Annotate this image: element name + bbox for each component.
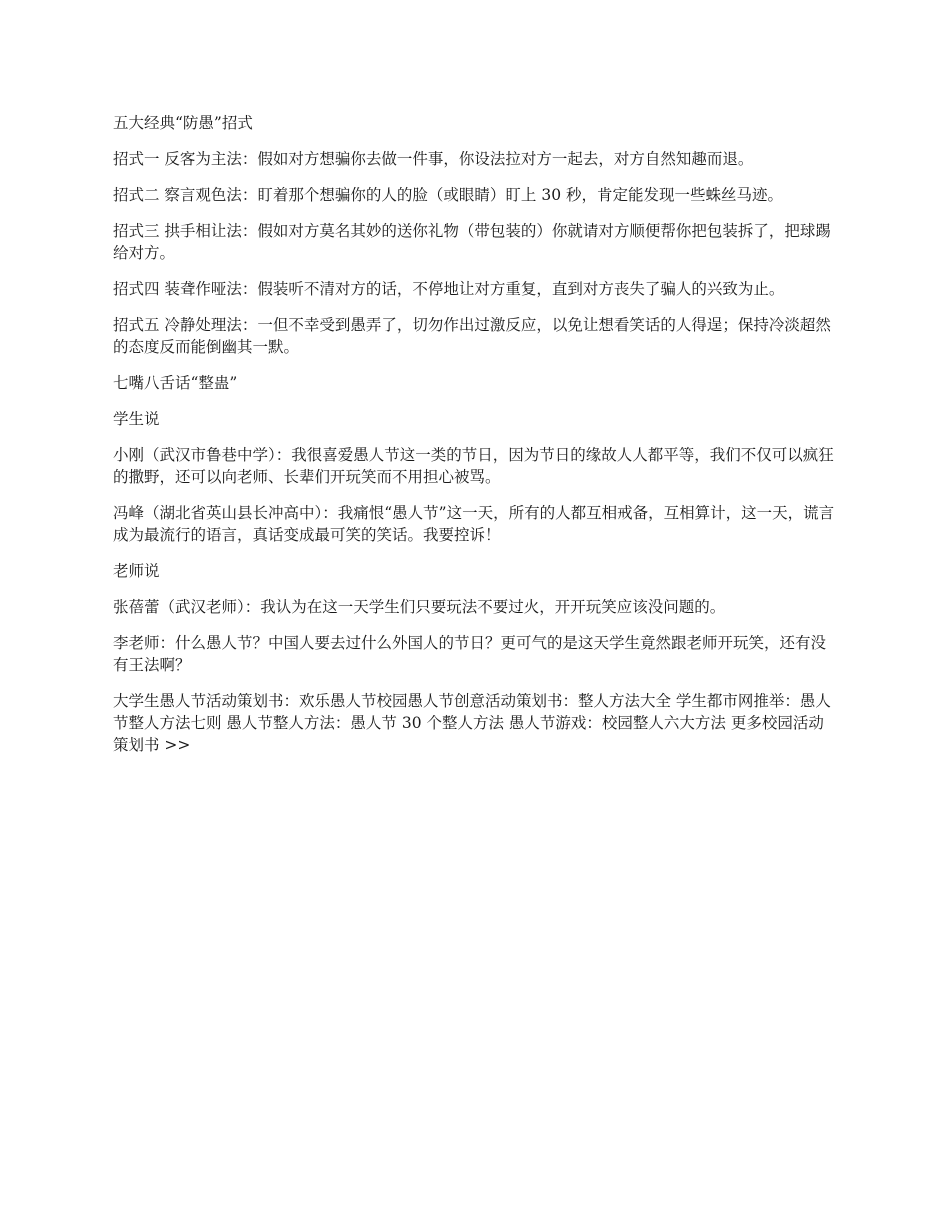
- tip-paragraph-1: 招式一 反客为主法：假如对方想骗你去做一件事，你设法拉对方一起去，对方自然知趣而退。: [113, 150, 754, 168]
- tip-paragraph-4: 招式四 装聋作哑法：假装听不清对方的话，不停地让对方重复，直到对方丧失了骗人的兴致为止。: [113, 280, 785, 298]
- student-quote-1: 小刚（武汉市鲁巷中学）：我很喜爱愚人节这一类的节日，因为节日的缘故人人都平等，我们不仅可以疯狂的撒野，还可以向老师、长辈们开玩笑而不用担心被骂。: [113, 446, 834, 486]
- tip-paragraph-5: 招式五 冷静处理法：一但不幸受到愚弄了，切勿作出过激反应，以免让想看笑话的人得逞；保持冷淡超然的态度反而能倒幽其一默。: [113, 316, 831, 356]
- subheading-students: 学生说: [113, 410, 160, 428]
- related-links-paragraph: 大学生愚人节活动策划书：欢乐愚人节校园愚人节创意活动策划书：整人方法大全 学生都市网推举：愚人节整人方法七则 愚人节整人方法：愚人节 30 个整人方法 愚人节游戏：校园整人六大方法 更多校园活动策划书 >>: [113, 692, 831, 754]
- student-quote-2: 冯峰（湖北省英山县长冲高中）：我痛恨“愚人节”这一天，所有的人都互相戒备，互相算计，这一天，谎言成为最流行的语言，真话变成最可笑的笑话。我要控诉！: [113, 504, 835, 544]
- teacher-quote-2: 李老师：什么愚人节？中国人要去过什么外国人的节日？更可气的是这天学生竟然跟老师开玩笑，还有没有王法啊？: [113, 634, 827, 674]
- teacher-quote-1: 张蓓蕾（武汉老师）：我认为在这一天学生们只要玩法不要过火，开开玩笑应该没问题的。: [113, 598, 726, 616]
- tip-paragraph-3: 招式三 拱手相让法：假如对方莫名其妙的送你礼物（带包装的）你就请对方顺便帮你把包装拆了，把球踢给对方。: [113, 222, 831, 262]
- document-body: [113, 112, 835, 770]
- section-heading-anti-fool: 五大经典“防愚”招式: [113, 114, 253, 132]
- tip-paragraph-2: 招式二 察言观色法：盯着那个想骗你的人的脸（或眼睛）盯上 30 秒，肯定能发现一些蛛丝马迹。: [113, 186, 784, 204]
- subheading-teachers: 老师说: [113, 562, 160, 580]
- section-heading-opinions: 七嘴八舌话“整蛊”: [113, 374, 238, 392]
